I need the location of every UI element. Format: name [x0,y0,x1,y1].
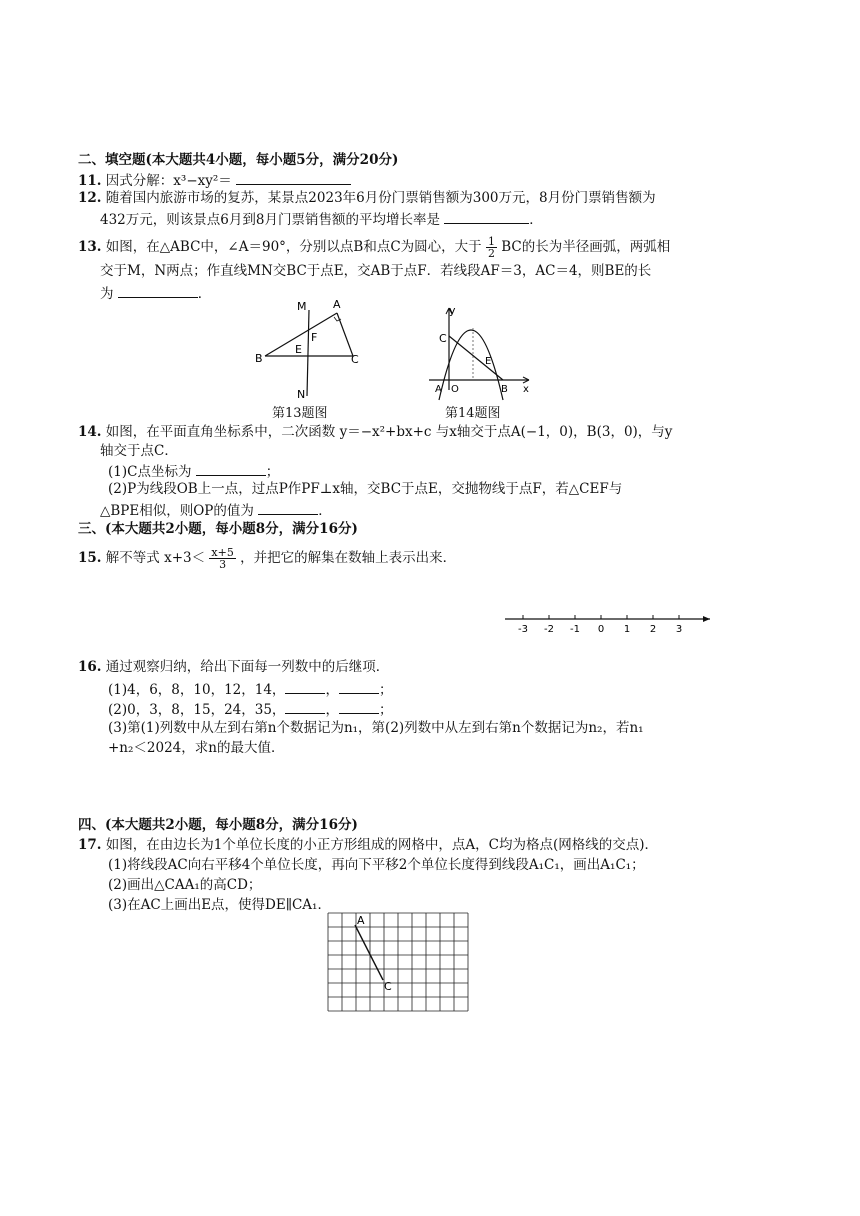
answer-blank [285,699,325,714]
question-17-line1 [78,836,658,854]
punct: ， [325,682,339,698]
label-B: B [501,384,508,395]
question-17-part3 [108,896,331,914]
answer-blank [339,679,379,694]
question-text: 432万元，则该景点6月到8月门票销售额的平均增长率是 [100,212,440,228]
question-14-part2a [108,480,622,498]
punct: ． [318,503,332,519]
fraction-denominator: 2 [487,247,495,260]
answer-blank [236,170,351,185]
label-A: A [333,298,341,311]
part-text: +n₂＜2024，求n的最大值． [108,740,285,756]
part-text: (3)第(1)列数中从左到右第n个数据记为n₁，第(2)列数中从左到右第n个数据记为n₂，若n₁ [108,720,644,736]
label-C: C [439,332,447,345]
label-A: A [435,384,442,395]
question-text: 交于M，N两点；作直线MN交BC于点E，交AB于点F．若线段AF＝3，AC＝4，则BE的长 [100,263,652,279]
part-text: (2)0，3，8，15，24，35， [108,702,286,718]
segment-AC [355,925,383,980]
question-number: 15. [78,550,102,566]
label-O: O [451,384,459,395]
figure-13-caption: 第13题图 [272,406,328,421]
question-16-part3b [108,739,284,757]
number-line-tick-label: -3 [518,624,528,635]
question-12-line1 [78,189,656,207]
question-text: 如图，在平面直角坐标系中，二次函数 y＝−x²+bx+c 与x轴交于点A(−1，0)，B(3，0)，与y [105,424,673,440]
label-C: C [351,353,359,366]
question-number: 17. [78,837,102,853]
question-text: 为 [100,286,114,302]
question-13-line2 [100,262,651,280]
section-heading-3: 三、(本大题共2小题，每小题8分，满分16分) [78,521,358,537]
fraction-numerator: 1 [487,235,495,248]
number-line [505,610,715,638]
label-A: A [357,914,365,927]
question-15 [78,547,456,570]
punct: ； [265,464,280,480]
question-text: ，并把它的解集在数轴上表示出来． [240,550,457,566]
number-line-tick-label: -1 [570,624,580,635]
figure-14 [425,300,535,404]
question-text: 如图，在由边长为1个单位长度的小正方形组成的网格中，点A，C均为格点(网格线的交点)． [105,837,658,853]
number-line-tick-label: 3 [675,624,683,635]
answer-blank [339,699,379,714]
label-E: E [295,343,302,356]
part-text: (2)画出△CAA₁的高CD； [108,877,262,893]
label-x: x [523,384,529,395]
fraction [209,547,235,570]
question-14-part1 [108,461,279,481]
label-M: M [297,300,307,313]
answer-blank [196,461,266,476]
punct: ； [378,702,393,718]
part-text: (1)4，6，8，10，12，14， [108,682,286,698]
section-heading-4: 四、(本大题共2小题，每小题8分，满分16分) [78,817,358,833]
segment-BC [449,336,503,380]
question-13-line1 [78,236,670,259]
part-text: (2)P为线段OB上一点，过点P作PF⊥x轴，交BC于点E，交抛物线于点F，若△CEF与 [108,481,623,497]
answer-blank [444,209,529,224]
question-text: 因式分解：x³−xy²＝ [105,173,232,189]
question-text: 轴交于点C． [100,443,178,459]
question-number: 13. [78,239,102,255]
question-16-part1 [108,679,392,699]
punct: ， [325,702,339,718]
question-text: 如图，在△ABC中，∠A＝90°，分别以点B和点C为圆心，大于 [105,239,482,255]
question-16-part3a [108,719,644,737]
question-number: 11. [78,173,102,189]
label-N: N [297,388,306,401]
part-text: △BPE相似，则OP的值为 [100,503,254,519]
question-17-part1 [108,856,645,874]
number-line-tick-label: 1 [623,624,631,635]
label-E: E [485,356,492,367]
question-16-part2 [108,699,392,719]
part-text: (1)将线段AC向右平移4个单位长度，再向下平移2个单位长度得到线段A₁C₁，画出A₁C₁； [108,857,645,873]
punct: ； [378,682,393,698]
label-B: B [255,352,263,365]
question-text: 解不等式 x+3＜ [105,550,206,566]
number-line-arrow [703,616,710,622]
question-16-line1 [78,658,389,676]
question-number: 12. [78,190,102,206]
question-14-line2 [100,442,178,460]
fraction-half [486,236,497,259]
fraction-numerator: x+5 [211,546,234,559]
part-text: (1)C点坐标为 [108,464,192,480]
question-14-line1 [78,423,672,441]
figure-17-grid [327,912,469,1014]
number-line-tick-label: 0 [597,624,605,635]
answer-blank [285,679,325,694]
number-line-ticks [518,615,682,635]
question-text: BC的长为半径画弧，两弧相 [501,239,671,255]
question-number: 16. [78,659,102,675]
number-line-tick-label: -2 [544,624,554,635]
question-12-line2: 432万元，则该景点6月到8月门票销售额的平均增长率是 ． [100,209,543,229]
number-line-tick-label: 2 [649,624,657,635]
label-y: y [449,304,456,317]
part-text: (3)在AC上画出E点，使得DE∥CA₁． [108,897,331,913]
question-14-part2b [100,500,332,520]
question-11 [78,170,351,190]
answer-blank [118,283,198,298]
question-17-part2 [108,876,261,894]
answer-blank [258,500,318,515]
grid-lines [328,913,468,1011]
label-F: F [311,331,318,344]
question-text: 通过观察归纳，给出下面每一列数中的后继项． [105,659,390,675]
question-text: 随着国内旅游市场的复苏，某景点2023年6月份门票销售额为300万元，8月份门票销售额为 [105,190,656,206]
figure-14-caption: 第14题图 [445,406,501,421]
question-number: 14. [78,424,102,440]
figure-13 [245,298,375,404]
label-C: C [384,980,392,993]
fraction-denominator: 3 [219,558,227,571]
question-13-line3: 为 ． [100,283,211,303]
line-MN [307,310,309,396]
section-heading-2: 二、填空题(本大题共4小题，每小题5分，满分20分) [78,152,399,168]
